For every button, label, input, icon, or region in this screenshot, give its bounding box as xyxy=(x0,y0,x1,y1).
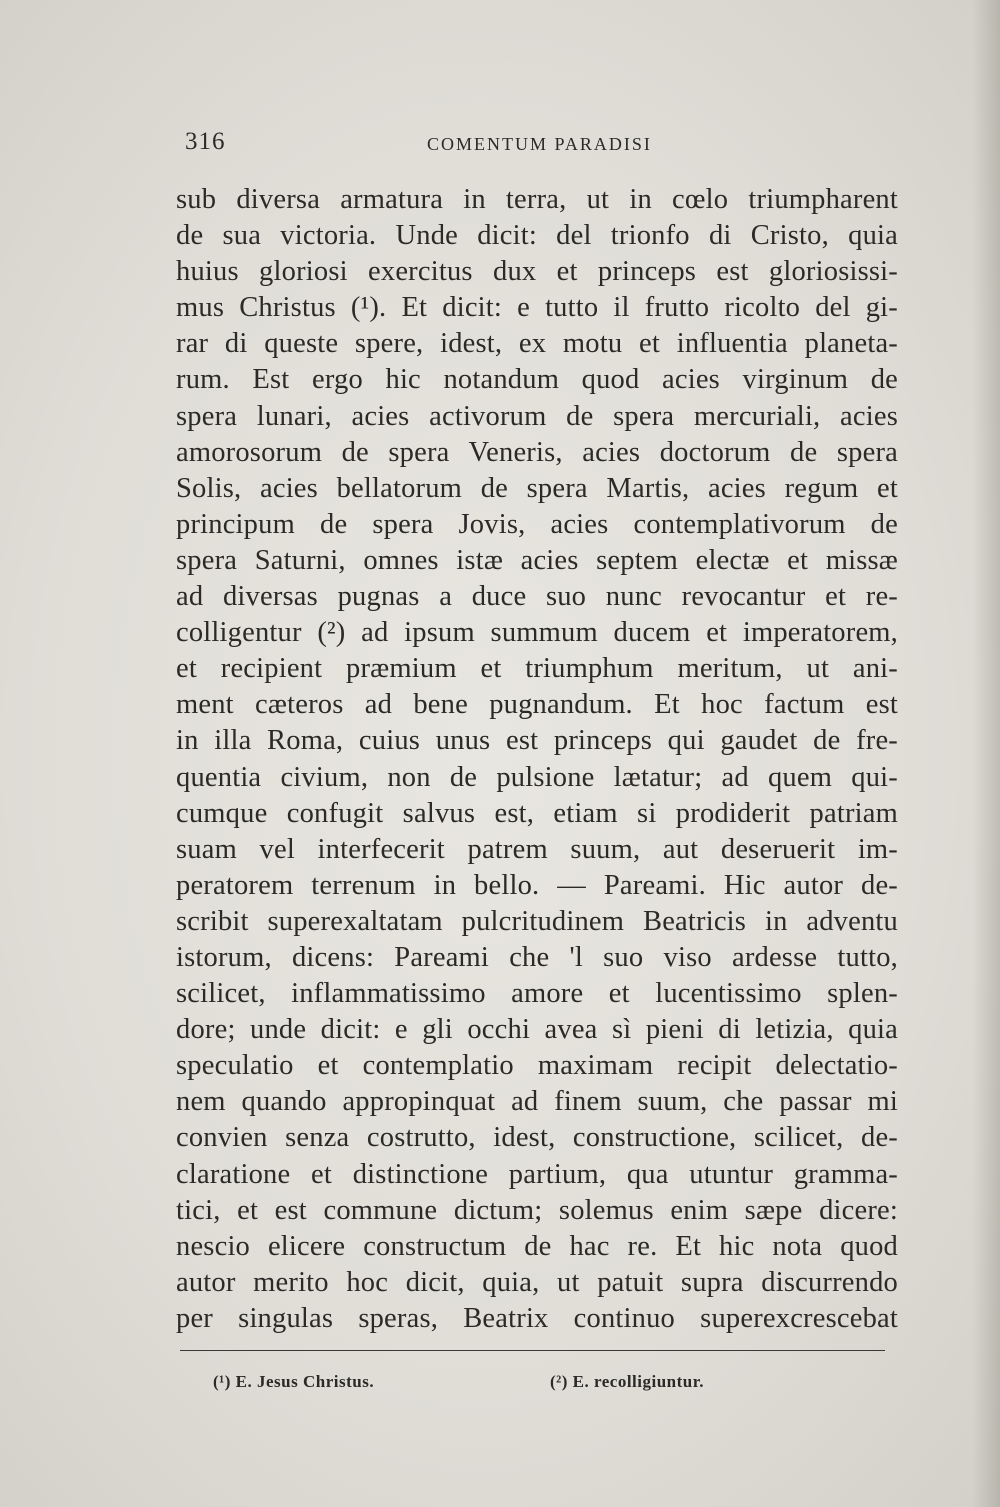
text-line: tici, et est commune dictum; solemus enim sæpe dicere: xyxy=(176,1194,898,1226)
text-line: amorosorum de spera Veneris, acies doctorum de spera xyxy=(176,436,898,468)
text-line: colligentur (²) ad ipsum summum ducem et imperatorem, xyxy=(176,617,898,649)
text-line: speculatio et contemplatio maximam recipit delectatio- xyxy=(176,1050,898,1082)
body-text xyxy=(176,182,898,1337)
text-line: sub diversa armatura in terra, ut in cœlo triumpharent xyxy=(176,184,898,215)
text-line: rar di queste spere, idest, ex motu et influentia planeta- xyxy=(176,328,898,360)
text-line: scilicet, inflammatissimo amore et lucentissimo splen- xyxy=(176,978,898,1010)
text-line: in illa Roma, cuius unus est princeps qui gaudet de fre- xyxy=(176,725,898,757)
page-edge-shadow xyxy=(972,0,1000,1507)
text-line: ment cæteros ad bene pugnandum. Et hoc factum est xyxy=(176,689,898,721)
text-line: huius gloriosi exercitus dux et princeps est gloriosissi- xyxy=(176,256,898,288)
text-line: per singulas speras, Beatrix continuo superexcrescebat xyxy=(176,1302,898,1334)
text-line: ad diversas pugnas a duce suo nunc revocantur et re- xyxy=(176,581,898,613)
text-line: rum. Est ergo hic notandum quod acies virginum de xyxy=(176,364,898,396)
footnote-2: (²) E. recolligiuntur. xyxy=(550,1372,704,1391)
footnote-rule xyxy=(180,1350,885,1351)
text-line: dore; unde dicit: e gli occhi avea sì pieni di letizia, quia xyxy=(176,1014,898,1046)
running-title: COMENTUM PARADISI xyxy=(427,134,652,154)
text-line: peratorem terrenum in bello. — Pareami. Hic autor de- xyxy=(176,869,898,901)
running-head xyxy=(185,128,890,168)
text-line: scribit superexaltatam pulcritudinem Beatricis in adventu xyxy=(176,905,898,937)
text-line: claratione et distinctione partium, qua utuntur gramma- xyxy=(176,1158,898,1190)
text-line: nem quando appropinquat ad finem suum, che passar mi xyxy=(176,1086,898,1118)
text-line: quentia civium, non de pulsione lætatur; ad quem qui- xyxy=(176,761,898,793)
text-line: principum de spera Jovis, acies contemplativorum de xyxy=(176,508,898,540)
page-number: 316 xyxy=(185,128,226,155)
text-line: istorum, dicens: Pareami che 'l suo viso ardesse tutto, xyxy=(176,941,898,973)
text-line: spera lunari, acies activorum de spera mercuriali, acies xyxy=(176,400,898,432)
text-line: de sua victoria. Unde dicit: del trionfo di Cristo, quia xyxy=(176,220,898,252)
text-line: et recipient præmium et triumphum meritum, ut ani- xyxy=(176,653,898,685)
text-line: cumque confugit salvus est, etiam si prodiderit patriam xyxy=(176,797,898,829)
text-line: mus Christus (¹). Et dicit: e tutto il frutto ricolto del gi- xyxy=(176,292,898,324)
text-line: Solis, acies bellatorum de spera Martis, acies regum et xyxy=(176,472,898,504)
text-line: autor merito hoc dicit, quia, ut patuit supra discurrendo xyxy=(176,1266,898,1298)
footnote-1: (¹) E. Jesus Christus. xyxy=(213,1372,375,1391)
text-line: suam vel interfecerit patrem suum, aut deseruerit im- xyxy=(176,833,898,865)
text-line: nescio elicere constructum de hac re. Et hic nota quod xyxy=(176,1230,898,1262)
text-line: convien senza costrutto, idest, constructione, scilicet, de- xyxy=(176,1122,898,1154)
text-line: spera Saturni, omnes istæ acies septem electæ et missæ xyxy=(176,544,898,576)
